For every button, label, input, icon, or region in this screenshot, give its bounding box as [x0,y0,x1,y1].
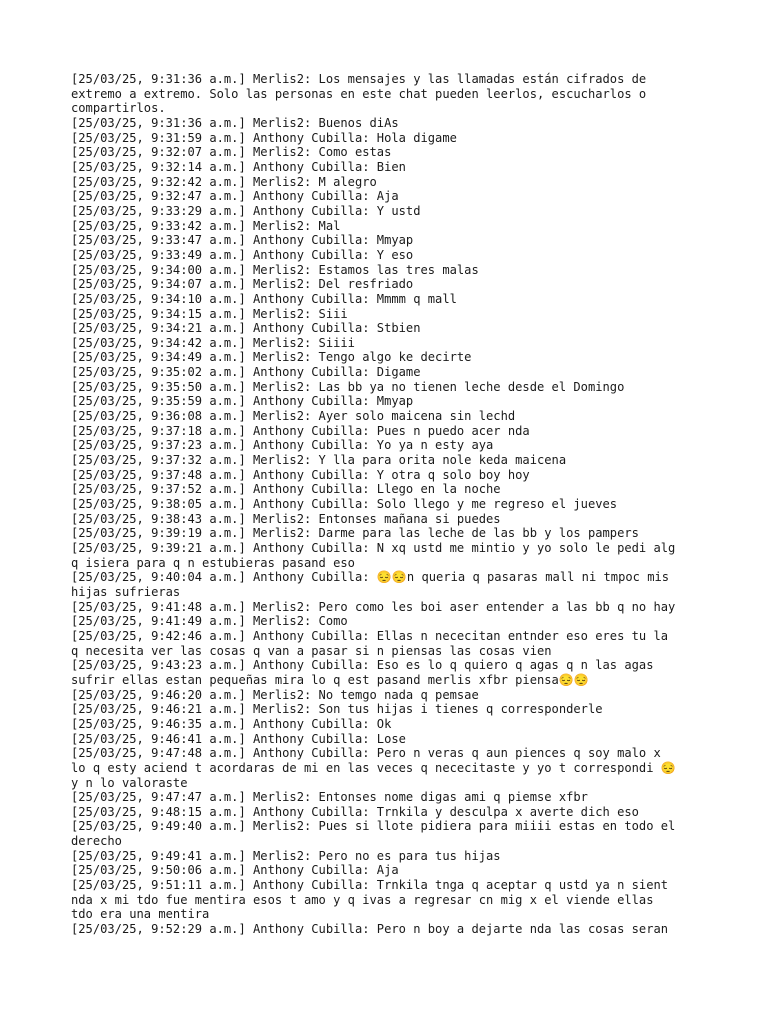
transcript-line: [25/03/25, 9:37:52 a.m.] Anthony Cubilla: Llego en la noche [71,482,501,497]
transcript-line: [25/03/25, 9:43:23 a.m.] Anthony Cubilla: Eso es lo q quiero q agas q n las agas [71,658,654,673]
transcript-line: [25/03/25, 9:34:07 a.m.] Merlis2: Del resfriado [71,277,414,292]
transcript-line: [25/03/25, 9:38:05 a.m.] Anthony Cubilla: Solo llego y me regreso el jueves [71,497,618,512]
transcript-line: [25/03/25, 9:32:42 a.m.] Merlis2: M alegro [71,174,377,189]
transcript-line: [25/03/25, 9:42:46 a.m.] Anthony Cubilla: Ellas n nececitan entnder eso eres tu la [71,628,669,643]
transcript-line: [25/03/25, 9:32:07 a.m.] Merlis2: Como estas [71,145,392,160]
transcript-line: [25/03/25, 9:52:29 a.m.] Anthony Cubilla: Pero n boy a dejarte nda las cosas seran [71,922,669,937]
transcript-line: [25/03/25, 9:46:20 a.m.] Merlis2: No temgo nada q pemsae [71,687,479,702]
transcript-line: q isiera para q n estubieras pasand eso [71,555,355,570]
transcript-line: [25/03/25, 9:47:48 a.m.] Anthony Cubilla: Pero n veras q aun piences q soy malo x [71,746,661,761]
transcript-line: sufrir ellas estan pequeñas mira lo q est pasand merlis xfbr piensa😔😔 [71,672,589,687]
chat-transcript [71,72,711,937]
transcript-line: [25/03/25, 9:38:43 a.m.] Merlis2: Entonses mañana si puedes [71,511,501,526]
transcript-line: [25/03/25, 9:37:18 a.m.] Anthony Cubilla: Pues n puedo acer nda [71,423,530,438]
transcript-line: extremo a extremo. Solo las personas en este chat pueden leerlos, escucharlos o [71,86,647,101]
transcript-line: derecho [71,834,122,849]
transcript-line: q necesita ver las cosas q van a pasar si n piensas las cosas vien [71,643,552,658]
transcript-line: [25/03/25, 9:50:06 a.m.] Anthony Cubilla: Aja [71,863,399,878]
transcript-line: [25/03/25, 9:49:40 a.m.] Merlis2: Pues si llote pidiera para miiii estas en todo el [71,819,676,834]
transcript-line: [25/03/25, 9:33:49 a.m.] Anthony Cubilla: Y eso [71,247,414,262]
transcript-line: [25/03/25, 9:47:47 a.m.] Merlis2: Entonses nome digas ami q piemse xfbr [71,790,588,805]
transcript-line: [25/03/25, 9:46:21 a.m.] Merlis2: Son tus hijas i tienes q corresponderle [71,702,603,717]
transcript-line: [25/03/25, 9:34:10 a.m.] Anthony Cubilla: Mmmm q mall [71,291,457,306]
transcript-line: [25/03/25, 9:34:00 a.m.] Merlis2: Estamos las tres malas [71,262,479,277]
transcript-line: [25/03/25, 9:35:50 a.m.] Merlis2: Las bb ya no tienen leche desde el Domingo [71,379,625,394]
transcript-line: [25/03/25, 9:31:36 a.m.] Merlis2: Los mensajes y las llamadas están cifrados de [71,72,647,86]
transcript-line: [25/03/25, 9:41:49 a.m.] Merlis2: Como [71,614,348,629]
transcript-line: [25/03/25, 9:34:15 a.m.] Merlis2: Siii [71,306,348,321]
transcript-line: nda x mi tdo fue mentira esos t amo y q ivas a regresar cn mig x el viende ellas [71,892,654,907]
transcript-line: [25/03/25, 9:51:11 a.m.] Anthony Cubilla: Trnkila tnga q aceptar q ustd ya n sient [71,878,669,893]
transcript-line: [25/03/25, 9:35:59 a.m.] Anthony Cubilla: Mmyap [71,394,414,409]
transcript-line: [25/03/25, 9:39:19 a.m.] Merlis2: Darme para las leche de las bb y los pampers [71,526,639,541]
transcript-line: [25/03/25, 9:33:42 a.m.] Merlis2: Mal [71,218,341,233]
transcript-line: [25/03/25, 9:35:02 a.m.] Anthony Cubilla: Digame [71,365,421,380]
transcript-line: compartirlos. [71,101,166,116]
transcript-line: [25/03/25, 9:31:59 a.m.] Anthony Cubilla: Hola digame [71,130,457,145]
transcript-line: [25/03/25, 9:46:35 a.m.] Anthony Cubilla: Ok [71,716,392,731]
transcript-line: hijas sufrieras [71,584,181,599]
transcript-line: [25/03/25, 9:34:42 a.m.] Merlis2: Siiii [71,335,355,350]
transcript-line: [25/03/25, 9:46:41 a.m.] Anthony Cubilla: Lose [71,731,406,746]
transcript-line: [25/03/25, 9:39:21 a.m.] Anthony Cubilla: N xq ustd me mintio y yo solo le pedi alg [71,541,676,555]
transcript-line: [25/03/25, 9:41:48 a.m.] Merlis2: Pero como les boi aser entender a las bb q no hay [71,599,676,614]
transcript-line: [25/03/25, 9:31:36 a.m.] Merlis2: Buenos diAs [71,115,399,130]
transcript-line: lo q esty aciend t acordaras de mi en las veces q nececitaste y yo t correspondi 😔 [71,760,676,775]
transcript-line: [25/03/25, 9:37:32 a.m.] Merlis2: Y lla para orita nole keda maicena [71,453,567,468]
transcript-line: [25/03/25, 9:34:21 a.m.] Anthony Cubilla: Stbien [71,321,421,336]
transcript-line: [25/03/25, 9:36:08 a.m.] Merlis2: Ayer solo maicena sin lechd [71,409,516,424]
transcript-line: [25/03/25, 9:33:29 a.m.] Anthony Cubilla: Y ustd [71,203,421,218]
transcript-line: [25/03/25, 9:37:48 a.m.] Anthony Cubilla: Y otra q solo boy hoy [71,467,530,482]
transcript-line: [25/03/25, 9:33:47 a.m.] Anthony Cubilla: Mmyap [71,233,414,248]
transcript-line: y n lo valoraste [71,775,188,790]
transcript-line: [25/03/25, 9:48:15 a.m.] Anthony Cubilla: Trnkila y desculpa x averte dich eso [71,804,639,819]
transcript-line: [25/03/25, 9:34:49 a.m.] Merlis2: Tengo algo ke decirte [71,350,472,365]
transcript-line: [25/03/25, 9:32:14 a.m.] Anthony Cubilla: Bien [71,159,406,174]
transcript-line: [25/03/25, 9:37:23 a.m.] Anthony Cubilla: Yo ya n esty aya [71,438,494,453]
transcript-line: tdo era una mentira [71,907,210,922]
transcript-line: [25/03/25, 9:40:04 a.m.] Anthony Cubilla: 😔😔n queria q pasaras mall ni tmpoc mis [71,570,670,585]
transcript-line: [25/03/25, 9:49:41 a.m.] Merlis2: Pero no es para tus hijas [71,848,501,863]
transcript-line: [25/03/25, 9:32:47 a.m.] Anthony Cubilla: Aja [71,189,399,204]
